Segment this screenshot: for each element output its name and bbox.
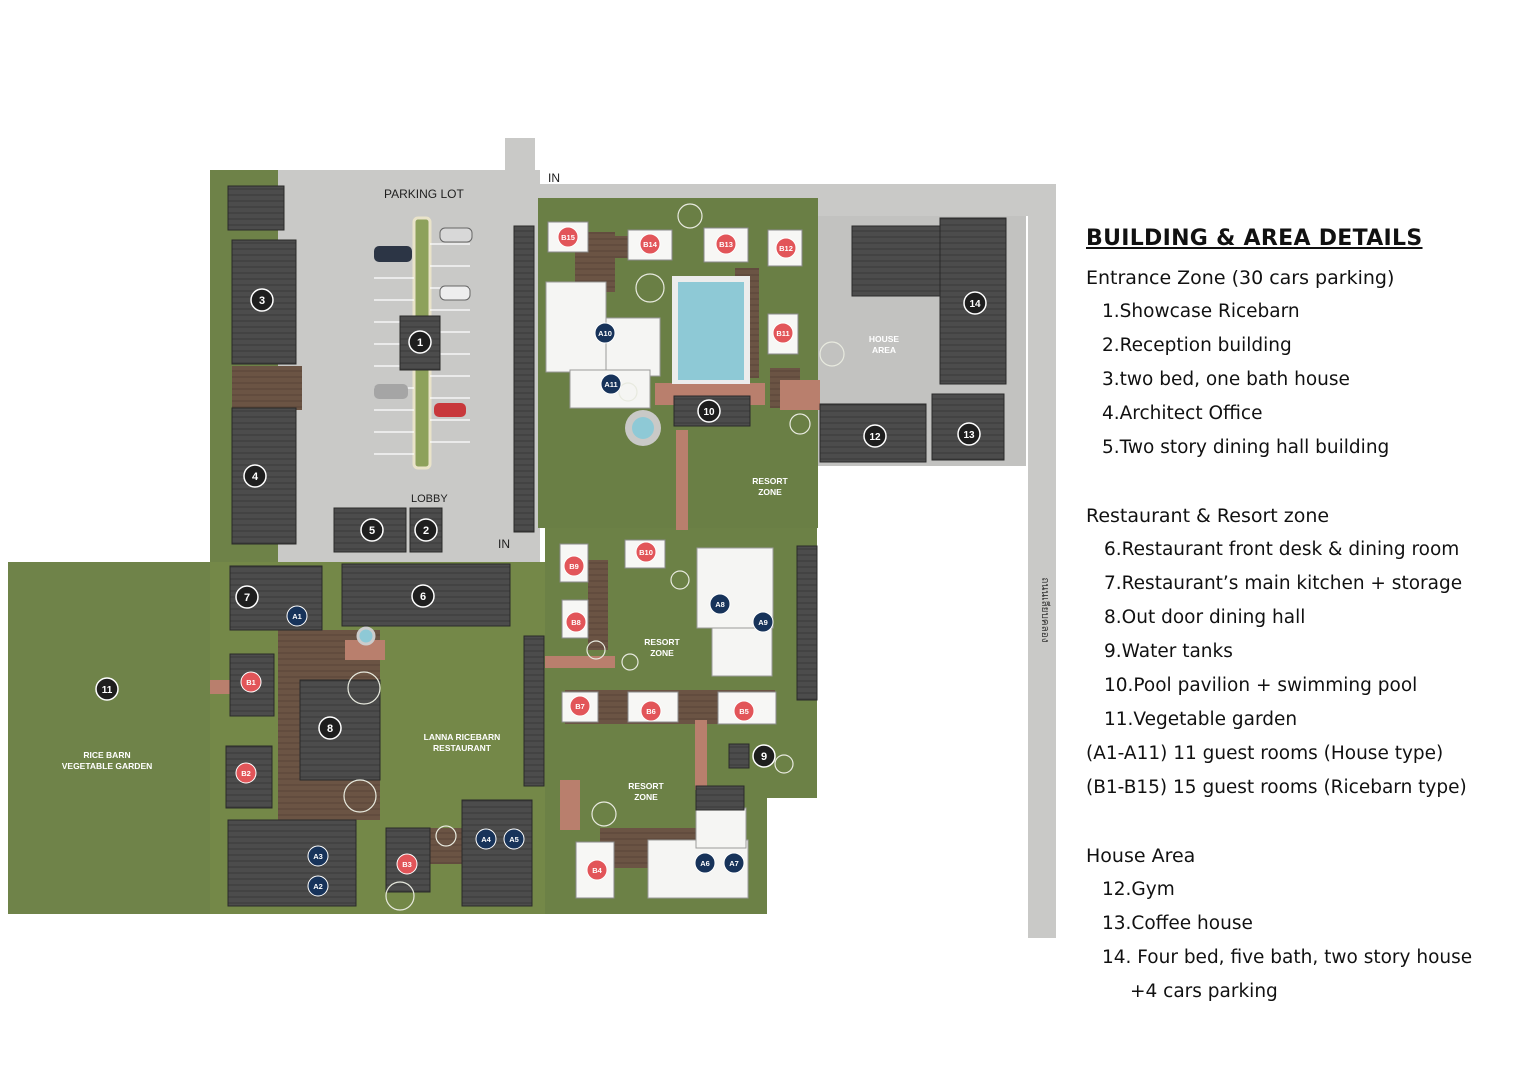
marker-label: B15 <box>561 233 575 242</box>
vegetable-garden-area <box>8 562 210 914</box>
car <box>440 228 472 242</box>
legend-item: 6.Restaurant front desk & dining room <box>1104 539 1460 560</box>
marker-label: B1 <box>246 678 256 687</box>
roof <box>696 786 744 810</box>
marker-label: 13 <box>963 430 975 441</box>
path <box>780 380 820 410</box>
legend-section-heading: Entrance Zone (30 cars parking) <box>1086 267 1395 289</box>
marker-a4 <box>476 829 496 849</box>
legend-item: 5.Two story dining hall building <box>1102 437 1390 458</box>
path <box>560 780 580 830</box>
marker-label: 8 <box>326 723 334 735</box>
marker-b14 <box>640 234 660 254</box>
marker-14 <box>964 292 986 314</box>
path <box>695 720 707 790</box>
resort-zone-label: RESORT ZONE <box>644 637 680 658</box>
marker-label: 9 <box>760 751 768 763</box>
house-area-label: HOUSE AREA <box>868 334 900 355</box>
roof <box>852 226 942 296</box>
legend-title: BUILDING & AREA DETAILS <box>1086 226 1423 251</box>
marker-8 <box>319 717 341 739</box>
roof <box>797 546 817 700</box>
marker-label: B12 <box>779 244 793 253</box>
marker-a3 <box>308 846 328 866</box>
marker-11 <box>96 678 118 700</box>
marker-label: 5 <box>368 525 376 537</box>
marker-label: B3 <box>402 860 412 869</box>
marker-2 <box>415 519 437 541</box>
floorplan <box>712 628 772 676</box>
marker-label: 7 <box>243 592 251 604</box>
roof <box>514 226 534 532</box>
marker-b3 <box>397 854 417 874</box>
marker-label: B9 <box>569 562 579 571</box>
legend-item: 7.Restaurant’s main kitchen + storage <box>1104 573 1463 594</box>
legend-gap <box>1086 805 1516 839</box>
marker-a11 <box>601 374 621 394</box>
car <box>374 246 412 262</box>
legend-item: 9.Water tanks <box>1104 641 1233 662</box>
marker-label: B10 <box>639 548 653 557</box>
lobby-label: LOBBY <box>411 493 448 505</box>
marker-label: B11 <box>776 329 790 338</box>
marker-b5 <box>734 701 754 721</box>
marker-a9 <box>753 612 773 632</box>
legend-item: (A1-A11) 11 guest rooms (House type) <box>1086 743 1444 764</box>
marker-label: A8 <box>715 600 725 609</box>
car <box>434 403 466 417</box>
roof <box>524 636 544 786</box>
vegetable-garden-label: RICE BARN VEGETABLE GARDEN <box>61 750 153 771</box>
marker-label: B5 <box>739 707 749 716</box>
roof <box>228 186 284 230</box>
marker-4 <box>244 465 266 487</box>
marker-9 <box>753 745 775 767</box>
marker-label: 12 <box>869 432 881 443</box>
marker-label: B2 <box>241 769 251 778</box>
marker-12 <box>864 425 886 447</box>
marker-b12 <box>776 238 796 258</box>
marker-label: 6 <box>419 591 427 603</box>
marker-a10 <box>595 323 615 343</box>
marker-3 <box>251 289 273 311</box>
marker-label: 14 <box>969 299 981 310</box>
marker-label: 11 <box>101 685 113 696</box>
floorplan <box>606 318 660 376</box>
path <box>210 680 230 694</box>
roof <box>462 800 532 906</box>
entrance-in-label: IN <box>548 171 560 185</box>
legend-item: 8.Out door dining hall <box>1104 607 1306 628</box>
legend-item: 13.Coffee house <box>1102 913 1253 934</box>
marker-label: A3 <box>313 852 323 861</box>
marker-label: 3 <box>258 295 266 307</box>
marker-label: A7 <box>729 859 739 868</box>
road-name-label: ถนนเลียบคลอง <box>1039 577 1050 643</box>
deck <box>588 560 608 650</box>
floorplan <box>696 808 746 848</box>
marker-6 <box>412 585 434 607</box>
marker-label: B8 <box>571 618 581 627</box>
marker-label: 1 <box>416 337 424 349</box>
legend-item: 12.Gym <box>1102 879 1175 900</box>
marker-b7 <box>570 696 590 716</box>
marker-1 <box>409 331 431 353</box>
legend-item: 4.Architect Office <box>1102 403 1263 424</box>
legend-item: 14. Four bed, five bath, two story house <box>1102 947 1473 968</box>
marker-a1 <box>287 606 307 626</box>
marker-5 <box>361 519 383 541</box>
deck <box>600 236 630 258</box>
legend-item: 10.Pool pavilion + swimming pool <box>1104 675 1418 696</box>
roof <box>228 820 356 906</box>
marker-label: B4 <box>592 866 602 875</box>
legend-item: +4 cars parking <box>1130 981 1278 1002</box>
restaurant-label: LANNA RICEBARN RESTAURANT <box>423 732 501 753</box>
car <box>440 286 470 300</box>
marker-10 <box>698 400 720 422</box>
parking-lot-label: PARKING LOT <box>384 187 464 201</box>
resort-zone-label: RESORT ZONE <box>628 781 664 802</box>
marker-label: B6 <box>646 707 656 716</box>
marker-label: A6 <box>700 859 710 868</box>
deck <box>232 366 302 410</box>
marker-label: B14 <box>643 240 657 249</box>
fountain <box>358 628 374 644</box>
legend-item: 1.Showcase Ricebarn <box>1102 301 1300 322</box>
marker-b2 <box>236 763 256 783</box>
legend-section-heading: House Area <box>1086 845 1196 867</box>
marker-label: B13 <box>719 240 733 249</box>
marker-label: 4 <box>251 471 259 483</box>
legend-gap <box>1086 465 1516 499</box>
marker-a5 <box>504 829 524 849</box>
legend-item: 2.Reception building <box>1102 335 1292 356</box>
marker-b13 <box>716 234 736 254</box>
marker-a7 <box>724 853 744 873</box>
marker-b1 <box>241 672 261 692</box>
marker-label: A2 <box>313 882 323 891</box>
marker-label: 2 <box>422 525 430 537</box>
legend-item: 11.Vegetable garden <box>1104 709 1298 730</box>
legend-item: 3.two bed, one bath house <box>1102 369 1350 390</box>
marker-label: A1 <box>292 612 302 621</box>
marker-b15 <box>558 227 578 247</box>
marker-label: A11 <box>604 380 618 389</box>
entrance-in-label: IN <box>498 537 510 551</box>
marker-7 <box>236 586 258 608</box>
marker-label: 10 <box>703 407 715 418</box>
marker-label: B7 <box>575 702 585 711</box>
marker-b9 <box>564 556 584 576</box>
legend-item: (B1-B15) 15 guest rooms (Ricebarn type) <box>1086 777 1467 798</box>
legend-section-heading: Restaurant & Resort zone <box>1086 505 1330 527</box>
marker-b4 <box>587 860 607 880</box>
marker-a8 <box>710 594 730 614</box>
marker-label: A5 <box>509 835 519 844</box>
marker-b6 <box>641 701 661 721</box>
legend <box>1086 226 1516 1009</box>
entry-road <box>505 138 535 173</box>
marker-13 <box>958 423 980 445</box>
car <box>374 384 408 399</box>
marker-a2 <box>308 876 328 896</box>
resort-zone-label: RESORT ZONE <box>752 476 788 497</box>
marker-label: A9 <box>758 618 768 627</box>
marker-label: A4 <box>481 835 491 844</box>
marker-b10 <box>636 542 656 562</box>
roof <box>729 744 749 768</box>
marker-label: A10 <box>598 329 612 338</box>
path <box>545 656 615 668</box>
path <box>676 430 688 530</box>
marker-b11 <box>773 323 793 343</box>
legend-body <box>1086 261 1516 1009</box>
marker-a6 <box>695 853 715 873</box>
marker-b8 <box>566 612 586 632</box>
right-road <box>1028 184 1056 938</box>
